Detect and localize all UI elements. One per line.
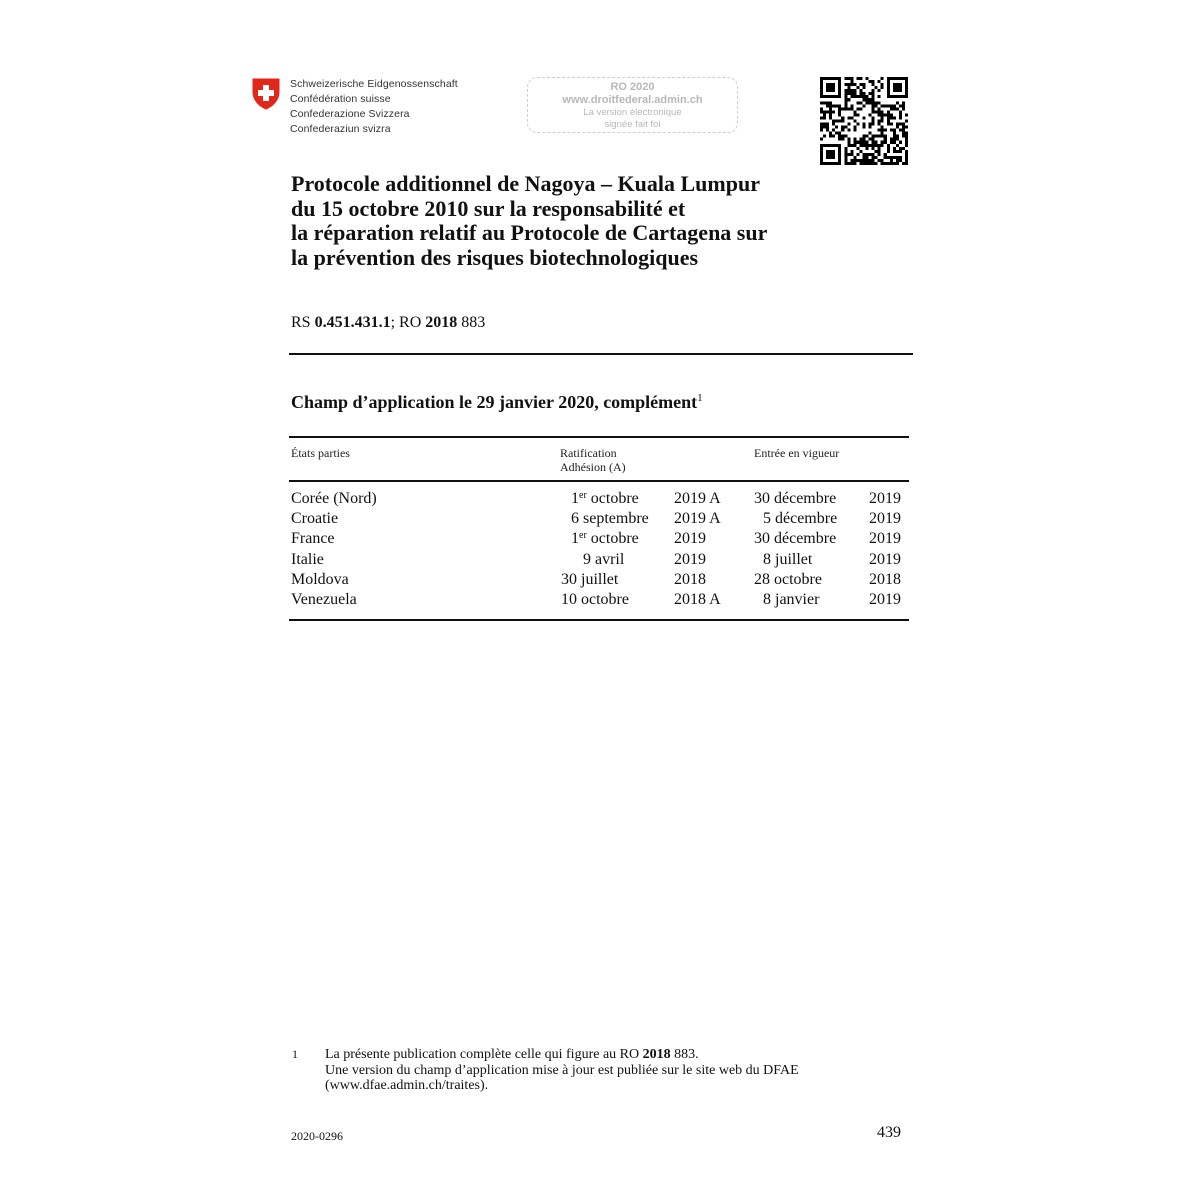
stamp-ro: RO 2020 [610, 81, 655, 93]
cell-state: Italie [291, 550, 324, 568]
table-bottom-rule [289, 619, 909, 621]
table-row [291, 490, 907, 510]
cell-entry-date: 30 décembre [754, 530, 837, 548]
footnote-line-1 [325, 1047, 905, 1063]
footnote-line-3: (www.dfae.admin.ch/traites). [325, 1078, 489, 1093]
cell-rat-month: juillet [577, 570, 619, 588]
cell-rat-day: 9 [583, 550, 591, 568]
cell-rat-month: octobre [586, 490, 639, 507]
stamp-note-2: signée fait foi [604, 119, 661, 130]
title-line-1: Protocole additionnel de Nagoya – Kuala Lumpur [291, 171, 760, 196]
cell-ratification [571, 490, 671, 508]
title-line-3: la réparation relatif au Protocole de Cartagena sur [291, 220, 768, 245]
confederation-line-rm: Confederaziun svizra [290, 123, 391, 135]
cell-rat-day: 1 [571, 490, 579, 507]
section-footnote-mark: 1 [697, 392, 703, 404]
footnote-line-1-post: 883. [670, 1047, 699, 1062]
cell-entry-date: 28 octobre [754, 570, 822, 588]
stamp-url: www.droitfederal.admin.ch [562, 94, 703, 106]
qr-code-icon [820, 77, 908, 165]
stamp-note-1: La version électronique [583, 107, 682, 118]
rs-label: RS [291, 314, 315, 331]
header-states: États parties [291, 446, 350, 460]
document-number: 2020-0296 [291, 1129, 343, 1143]
header-ratification-line2: Adhésion (A) [560, 460, 626, 474]
cell-rat-year: 2019 A [674, 490, 721, 507]
table-top-rule [289, 436, 909, 438]
section-title-text: Champ d’application le 29 janvier 2020, complément [291, 392, 698, 412]
cell-rat-month: octobre [577, 591, 629, 608]
cell-state: France [291, 530, 335, 548]
footnote-text [325, 1047, 905, 1094]
table-row [291, 551, 907, 571]
cell-rat-month: avril [591, 550, 625, 568]
table-row [291, 530, 907, 550]
header-ratification-line1: Ratification [560, 446, 617, 460]
header-divider [289, 353, 913, 355]
cell-rat-day: 1 [571, 530, 579, 548]
cell-rat-day: 6 [571, 510, 579, 528]
cell-rat-sup: er [579, 490, 587, 501]
cell-state: Venezuela [291, 591, 357, 608]
cell-rat-year: 2019 [674, 530, 706, 548]
cell-entry-year: 2019 [869, 550, 901, 568]
header-entry: Entrée en vigueur [754, 446, 840, 460]
confederation-line-it: Confederazione Svizzera [290, 108, 410, 120]
cell-rat-month: septembre [579, 510, 649, 528]
confederation-line-de: Schweizerische Eidgenossenschaft [290, 78, 458, 90]
cell-rat-year: 2018 A [674, 591, 721, 608]
cell-ratification [561, 571, 661, 589]
cell-entry-year: 2019 [869, 530, 901, 548]
cell-rat-day: 30 [561, 570, 577, 588]
swiss-cross-shield-icon [252, 78, 280, 110]
cell-entry-date: 30 décembre [754, 490, 837, 507]
confederation-names [290, 77, 458, 137]
table-row [291, 571, 907, 591]
cell-state: Croatie [291, 510, 339, 528]
title-line-4: la prévention des risques biotechnologiques [291, 244, 699, 270]
page-number: 439 [877, 1124, 901, 1141]
cell-entry-year: 2019 [869, 591, 901, 608]
ro-page: 883 [457, 314, 486, 331]
electronic-signature-stamp [527, 77, 738, 133]
section-title [291, 392, 703, 413]
reference-line [291, 314, 485, 332]
ro-year: 2018 [425, 314, 458, 331]
footnote-line-2: Une version du champ d’application mise à jour est publiée sur le site web du DFAE [325, 1062, 799, 1078]
cell-ratification [571, 510, 671, 528]
cell-ratification [571, 530, 671, 548]
cell-entry-date: 8 janvier [763, 591, 820, 608]
cell-rat-day: 10 [561, 591, 577, 608]
cell-entry-year: 2019 [869, 490, 901, 507]
confederation-line-fr: Confédération suisse [290, 93, 391, 105]
cell-entry-date: 8 juillet [763, 550, 813, 568]
cell-entry-year: 2018 [869, 570, 901, 588]
header-ratification [560, 446, 626, 474]
rs-number: 0.451.431.1 [314, 314, 391, 331]
footnote-line-1-bold: 2018 [642, 1047, 671, 1062]
cell-rat-year: 2019 [674, 550, 706, 568]
title-line-2: du 15 octobre 2010 sur la responsabilité et [291, 195, 686, 221]
table-header-rule [289, 480, 909, 482]
cell-rat-month: octobre [586, 530, 639, 548]
document-title [291, 172, 851, 270]
cell-rat-year: 2019 A [674, 510, 721, 528]
cell-rat-sup: er [579, 530, 587, 542]
table-row [291, 510, 907, 530]
table-row [291, 591, 907, 611]
ro-label: ; RO [390, 314, 426, 331]
cell-rat-year: 2018 [674, 570, 706, 588]
footnote-number: 1 [292, 1047, 298, 1061]
cell-ratification [583, 551, 683, 569]
cell-state: Moldova [291, 570, 349, 588]
cell-state: Corée (Nord) [291, 490, 377, 507]
cell-entry-year: 2019 [869, 510, 901, 528]
footnote-line-1-pre: La présente publication complète celle qui figure au RO [325, 1047, 643, 1062]
cell-entry-date: 5 décembre [763, 510, 838, 528]
cell-ratification [561, 591, 661, 609]
